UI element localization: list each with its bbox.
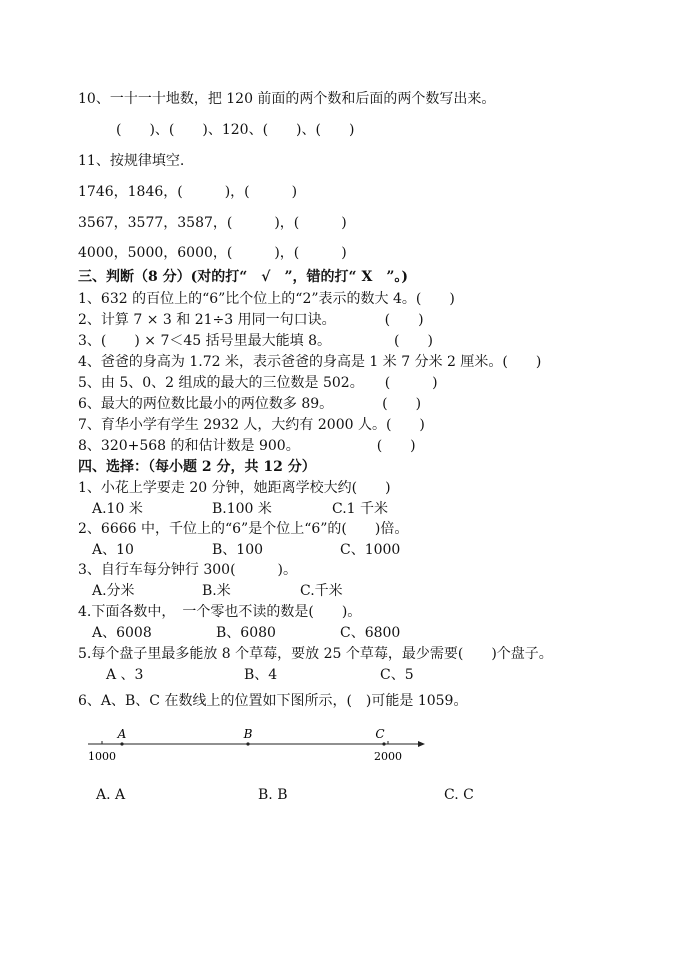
- number-line-figure: [80, 722, 430, 770]
- mc-question-4: 4.下面各数中， 一个零也不读的数是( )。: [78, 604, 362, 620]
- tf-item-4: 4、爸爸的身高为 1.72 米，表示爸爸的身高是 1 米 7 分米 2 厘米。( ): [78, 354, 542, 370]
- tf-item-1: 1、632 的百位上的“6”比个位上的“2”表示的数大 4。( ): [78, 291, 455, 307]
- mc-2-option-b: B、100: [212, 542, 264, 558]
- point-a-dot: [120, 742, 123, 745]
- tf-item-6: 6、最大的两位数比最小的两位数多 89。 ( ): [78, 396, 422, 412]
- point-b-label: B: [243, 727, 253, 741]
- mc-3-option-b: B.米: [202, 583, 231, 599]
- mc-6-option-c: C. C: [444, 787, 474, 803]
- tf-item-5: 5、由 5、0、2 组成的最大的三位数是 502。 ( ): [78, 375, 438, 391]
- mc-1-option-b: B.100 米: [212, 501, 272, 517]
- mc-1-option-c: C.1 千米: [332, 501, 389, 517]
- mc-6-option-b: B. B: [258, 787, 288, 803]
- mc-question-3: 3、自行车每分钟行 300( )。: [78, 562, 298, 578]
- section-4-title: 四、选择：（每小题 2 分，共 12 分）: [78, 459, 316, 475]
- mc-3-option-a: A.分米: [92, 583, 135, 599]
- mc-1-option-a: A.10 米: [92, 501, 143, 517]
- mc-question-6: 6、A、B、C 在数线上的位置如下图所示，( )可能是 1059。: [78, 693, 468, 709]
- point-c-label: C: [375, 727, 385, 741]
- mc-4-option-b: B、6080: [216, 625, 276, 641]
- mc-3-option-c: C.千米: [300, 583, 343, 599]
- tf-item-7: 7、育华小学有学生 2932 人，大约有 2000 人。( ): [78, 417, 425, 433]
- start-label: 1000: [88, 750, 116, 763]
- mc-4-option-a: A、6008: [92, 625, 152, 641]
- question-10-blanks: ( )、( )、120、( )、( ): [116, 122, 355, 138]
- question-11: 11、按规律填空.: [78, 153, 185, 169]
- mc-question-2: 2、6666 中，千位上的“6”是个位上“6”的( )倍。: [78, 521, 409, 537]
- mc-2-option-a: A、10: [92, 542, 134, 558]
- tf-item-3: 3、( ) × 7＜45 括号里最大能填 8。 ( ): [78, 333, 433, 349]
- mc-question-1: 1、小花上学要走 20 分钟，她距离学校大约( ): [78, 480, 391, 496]
- mc-question-5: 5.每个盘子里最多能放 8 个草莓，要放 25 个草莓，最少需要( )个盘子。: [78, 646, 553, 662]
- question-11-row-2: 3567，3577，3587，( )，( ): [78, 215, 347, 231]
- number-line-arrow: [418, 741, 425, 747]
- question-10: 10、一十一十地数，把 120 前面的两个数和后面的两个数写出来。: [78, 91, 496, 107]
- mc-4-option-c: C、6800: [340, 625, 401, 641]
- question-11-row-3: 4000，5000，6000，( )，( ): [78, 245, 347, 261]
- question-11-row-1: 1746，1846，( )，( ): [78, 184, 298, 200]
- point-b-dot: [246, 742, 249, 745]
- tf-item-8: 8、320+568 的和估计数是 900。 ( ): [78, 438, 416, 454]
- point-c-dot: [382, 742, 385, 745]
- end-label: 2000: [374, 750, 402, 763]
- mc-6-option-a: A. A: [96, 787, 126, 803]
- mc-5-option-b: B、4: [244, 667, 278, 683]
- mc-5-option-a: A 、3: [106, 667, 144, 683]
- tf-item-2: 2、计算 7 × 3 和 21÷3 用同一句口诀。 ( ): [78, 312, 424, 328]
- point-a-label: A: [117, 727, 127, 741]
- mc-5-option-c: C、5: [380, 667, 414, 683]
- mc-2-option-c: C、1000: [340, 542, 401, 558]
- section-3-title: 三、判断（8 分）(对的打“ √ ”，错的打“ X ”。): [78, 269, 409, 285]
